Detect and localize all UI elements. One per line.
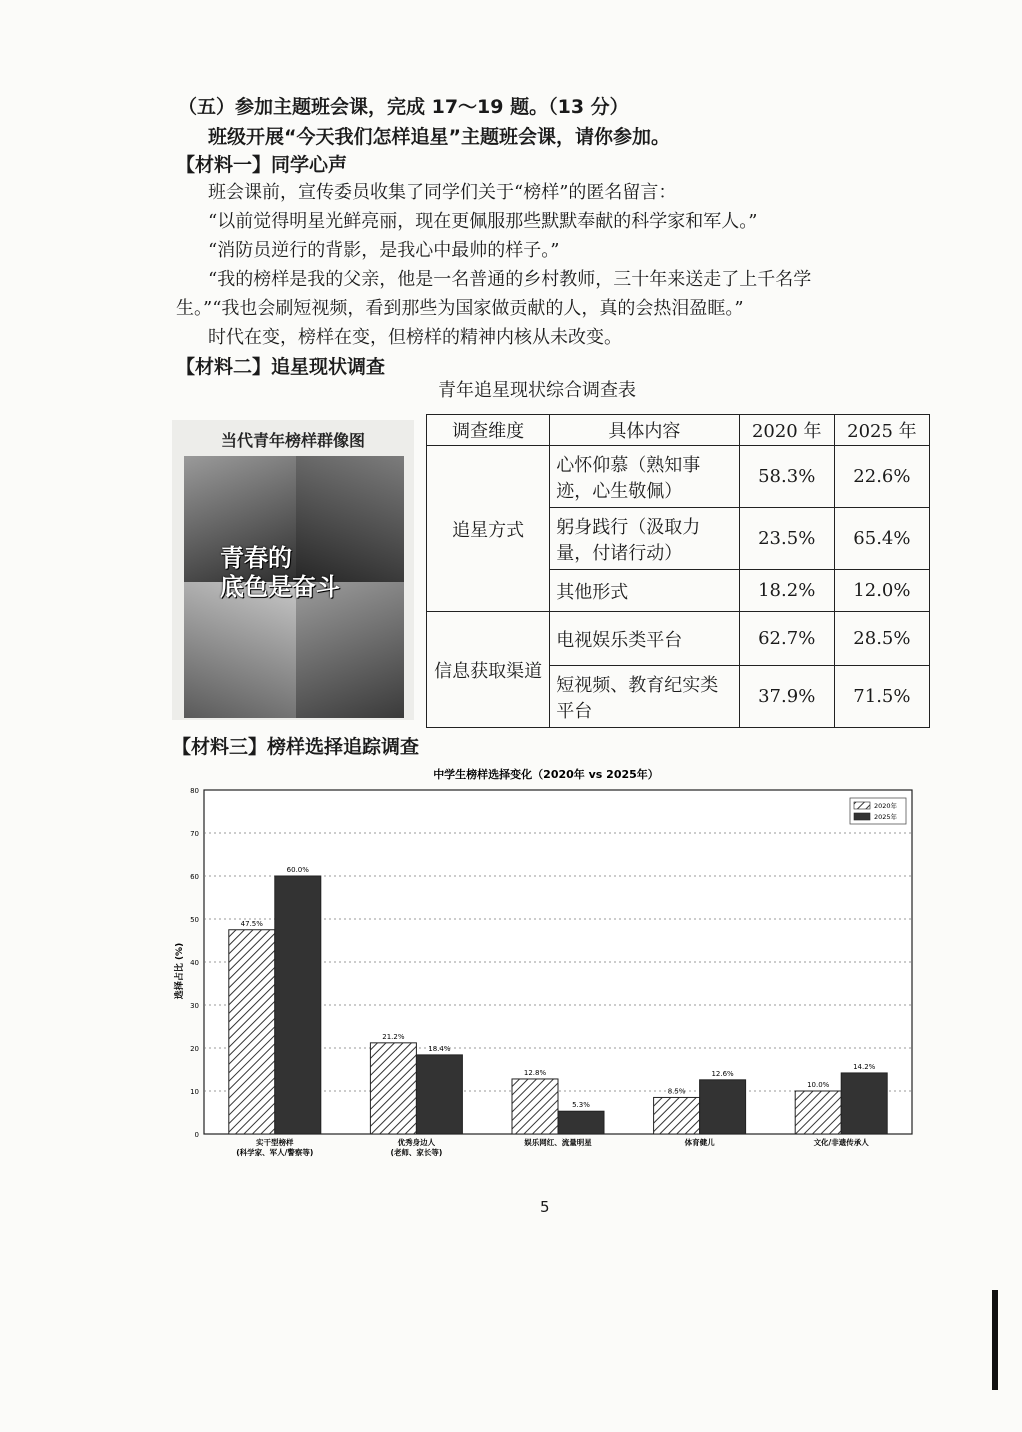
data-label: 8.5% xyxy=(667,1087,686,1096)
photo-slogan-line-2: 底色是奋斗 xyxy=(220,573,340,601)
value-2025-cell: 12.0% xyxy=(834,570,929,612)
data-label: 47.5% xyxy=(240,919,263,928)
legend-swatch-2025 xyxy=(854,813,870,820)
material1-line-5: 生。”“我也会刷短视频，看到那些为国家做贡献的人，真的会热泪盈眶。” xyxy=(176,298,744,319)
table-header-row xyxy=(427,415,930,446)
chart-title: 中学生榜样选择变化（2020年 vs 2025年） xyxy=(433,768,659,781)
legend-swatch-2020 xyxy=(854,802,870,809)
bar-2025 xyxy=(558,1111,604,1134)
photo-title: 当代青年榜样群像图 xyxy=(220,431,365,450)
value-2020-cell: 58.3% xyxy=(739,446,834,508)
x-category-label: 文化/非遗传承人 xyxy=(813,1138,869,1147)
x-category-label: (科学家、军人/警察等) xyxy=(236,1148,314,1157)
content-cell: 躬身践行（汲取力量，付诸行动） xyxy=(550,508,739,570)
value-2025-cell: 71.5% xyxy=(834,666,929,728)
value-2025-cell: 28.5% xyxy=(834,612,929,666)
y-tick-label: 0 xyxy=(194,1131,199,1139)
data-label: 5.3% xyxy=(572,1101,590,1110)
section-heading: （五）参加主题班会课，完成 17～19 题。（13 分） xyxy=(178,96,629,118)
bar-2020 xyxy=(654,1097,700,1134)
table-row xyxy=(427,446,930,508)
x-category-label: 优秀身边人 xyxy=(397,1138,436,1147)
material1-line-6: 时代在变，榜样在变，但榜样的精神内核从未改变。 xyxy=(208,327,622,348)
y-tick-label: 50 xyxy=(190,916,199,924)
scan-edge-mark xyxy=(992,1290,998,1390)
y-tick-label: 10 xyxy=(190,1088,199,1096)
header-2020: 2020 年 xyxy=(739,415,834,446)
data-label: 10.0% xyxy=(807,1081,830,1089)
material1-title: 【材料一】同学心声 xyxy=(176,154,348,176)
y-tick-label: 30 xyxy=(190,1002,199,1010)
legend-label: 2020年 xyxy=(874,802,898,810)
header-content: 具体内容 xyxy=(550,415,739,446)
material3-title: 【材料三】榜样选择追踪调查 xyxy=(172,736,420,758)
bar-2025 xyxy=(416,1055,462,1134)
value-2020-cell: 37.9% xyxy=(739,666,834,728)
header-2025: 2025 年 xyxy=(834,415,929,446)
table-row xyxy=(427,612,930,666)
y-tick-label: 40 xyxy=(190,959,199,967)
dimension-cell: 追星方式 xyxy=(427,446,550,612)
page-number: 5 xyxy=(540,1198,550,1216)
value-2020-cell: 62.7% xyxy=(739,612,834,666)
bar-2020 xyxy=(229,930,275,1134)
bar-2025 xyxy=(275,876,321,1134)
legend-label: 2025年 xyxy=(874,813,898,821)
value-2025-cell: 65.4% xyxy=(834,508,929,570)
table-title: 青年追星现状综合调查表 xyxy=(438,380,636,401)
data-label: 12.6% xyxy=(711,1069,734,1078)
content-cell: 心怀仰慕（熟知事迹，心生敬佩） xyxy=(550,446,739,508)
bar-chart-svg xyxy=(172,764,932,1174)
material1-line-3: “消防员逆行的背影，是我心中最帅的样子。” xyxy=(208,240,560,261)
material1-line-2: “以前觉得明星光鲜亮丽，现在更佩服那些默默奉献的科学家和军人。” xyxy=(208,211,758,232)
content-cell: 短视频、教育纪实类平台 xyxy=(550,666,739,728)
data-label: 60.0% xyxy=(286,866,309,874)
bar-2025 xyxy=(841,1073,887,1134)
bar-2020 xyxy=(512,1079,558,1134)
data-label: 12.8% xyxy=(523,1068,547,1077)
worker-photo xyxy=(296,582,404,718)
content-cell: 其他形式 xyxy=(550,570,739,612)
role-model-chart xyxy=(172,764,932,1174)
bar-2020 xyxy=(795,1091,841,1134)
material2-title: 【材料二】追星现状调查 xyxy=(176,356,386,378)
x-category-label: 实干型榜样 xyxy=(256,1138,294,1147)
data-label: 21.2% xyxy=(382,1032,405,1041)
x-category-label: (老师、家长等) xyxy=(390,1148,443,1157)
y-axis-label: 选择占比 (%) xyxy=(175,942,185,1000)
material1-line-4: “我的榜样是我的父亲，他是一名普通的乡村教师，三十年来送走了上千名学 xyxy=(208,269,812,290)
teacher-photo xyxy=(184,582,296,718)
material1-line-1: 班会课前，宣传委员收集了同学们关于“榜样”的匿名留言： xyxy=(208,182,677,203)
data-label: 14.2% xyxy=(853,1062,876,1071)
x-category-label: 娱乐网红、流量明星 xyxy=(524,1138,592,1147)
bar-2020 xyxy=(370,1043,416,1134)
value-2020-cell: 18.2% xyxy=(739,570,834,612)
section-intro: 班级开展“今天我们怎样追星”主题班会课，请你参加。 xyxy=(208,126,670,148)
data-label: 18.4% xyxy=(428,1044,451,1053)
dimension-cell: 信息获取渠道 xyxy=(427,612,550,728)
y-tick-label: 70 xyxy=(190,830,199,838)
value-2020-cell: 23.5% xyxy=(739,508,834,570)
y-tick-label: 80 xyxy=(190,787,199,795)
value-2025-cell: 22.6% xyxy=(834,446,929,508)
survey-table xyxy=(426,414,930,728)
x-category-label: 体育健儿 xyxy=(684,1138,715,1147)
youth-role-model-photo xyxy=(172,420,414,720)
header-dimension: 调查维度 xyxy=(427,415,550,446)
photo-slogan-line-1: 青春的 xyxy=(220,544,292,572)
bar-2025 xyxy=(700,1080,746,1134)
photo-slogan xyxy=(220,544,340,602)
y-tick-label: 20 xyxy=(190,1045,199,1053)
content-cell: 电视娱乐类平台 xyxy=(550,612,739,666)
y-tick-label: 60 xyxy=(190,873,199,881)
